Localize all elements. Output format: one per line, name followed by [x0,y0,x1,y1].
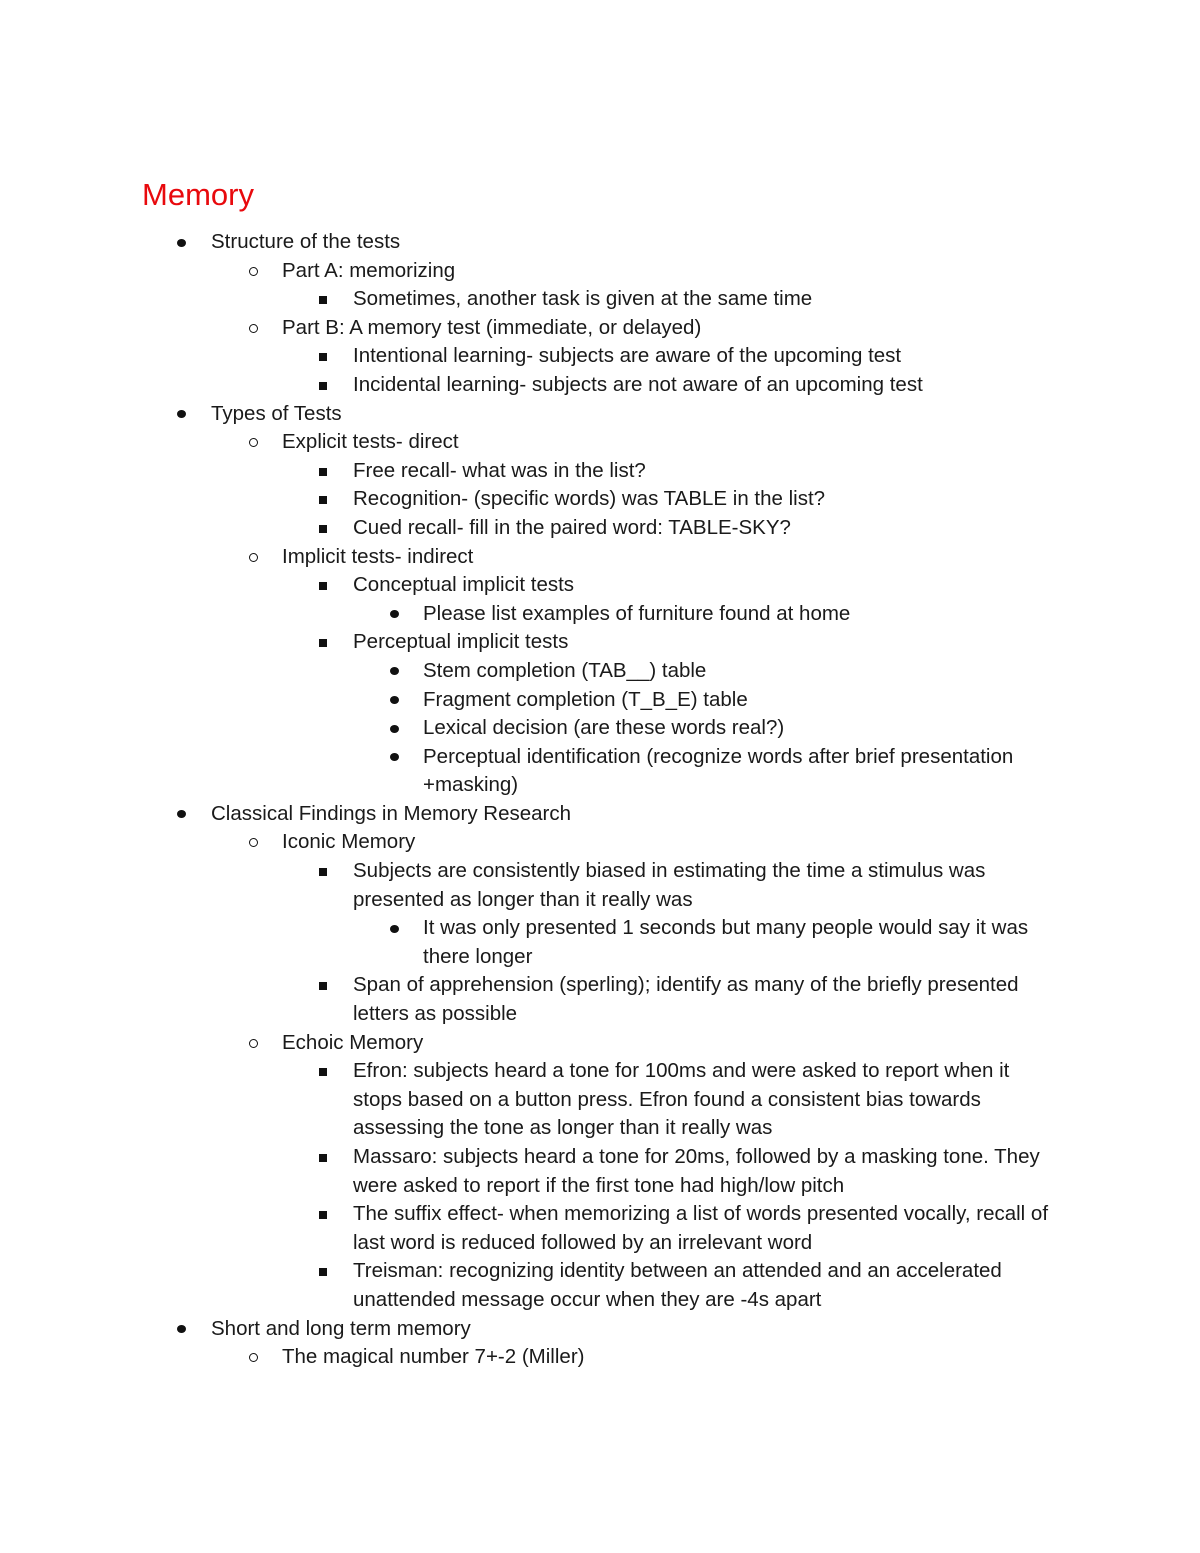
list-item-text: Intentional learning- subjects are aware of the upcoming test [353,344,902,368]
list-item-text: Echoic Memory [282,1030,424,1054]
list-item-level-3 [0,857,1200,914]
list-item-level-1 [0,228,1200,257]
hollow-circle-bullet-icon [249,1039,258,1048]
list-item-text: Types of Tests [211,401,342,425]
list-item-text: Perceptual identification (recognize words after brief presentation +masking) [423,744,1014,797]
square-bullet-icon [319,382,327,390]
list-item-level-4 [0,714,1200,743]
list-item-level-4 [0,657,1200,686]
list-item-level-3 [0,457,1200,486]
filled-circle-bullet-icon [177,239,186,247]
list-item-level-3 [0,628,1200,657]
list-item-level-3 [0,371,1200,400]
list-item-level-3 [0,485,1200,514]
filled-circle-bullet-icon [390,725,399,733]
list-item-level-3 [0,571,1200,600]
list-item-text: The suffix effect- when memorizing a list of words presented vocally, recall of last word is reduced followed by an irrelevant word [353,1202,1049,1254]
list-item-text: Treisman: recognizing identity between an attended and an accelerated unattended message occur when they are -4s apart [353,1259,1002,1311]
list-item-text: Subjects are consistently biased in estimating the time a stimulus was presented as longer than it really was [353,859,986,911]
square-bullet-icon [319,1211,327,1219]
list-item-level-4 [0,686,1200,715]
notes-outline [0,228,1200,1372]
list-item-level-1 [0,800,1200,829]
list-item-text: Perceptual implicit tests [353,630,569,654]
list-item-level-3 [0,285,1200,314]
square-bullet-icon [319,1268,327,1276]
square-bullet-icon [319,582,327,590]
list-item-level-2 [0,314,1200,343]
list-item-text: Part A: memorizing [282,258,456,282]
hollow-circle-bullet-icon [249,267,258,276]
filled-circle-bullet-icon [390,667,399,675]
filled-circle-bullet-icon [390,610,399,618]
list-item-level-2 [0,257,1200,286]
filled-circle-bullet-icon [390,925,399,933]
list-item-level-3 [0,971,1200,1028]
square-bullet-icon [319,525,327,533]
square-bullet-icon [319,639,327,647]
list-item-level-3 [0,1257,1200,1314]
list-item-level-3 [0,342,1200,371]
list-item-level-2 [0,543,1200,572]
list-item-text: Recognition- (specific words) was TABLE in the list? [353,487,826,511]
list-item-text: Fragment completion (T_B_E) table [423,687,748,711]
filled-circle-bullet-icon [177,810,186,818]
list-item-level-1 [0,1315,1200,1344]
list-item-text: It was only presented 1 seconds but many people would say it was there longer [423,916,1029,968]
hollow-circle-bullet-icon [249,553,258,562]
hollow-circle-bullet-icon [249,324,258,333]
list-item-level-2 [0,1029,1200,1058]
list-item-level-3 [0,514,1200,543]
square-bullet-icon [319,353,327,361]
list-item-level-3 [0,1200,1200,1257]
list-item-text: Structure of the tests [211,230,401,253]
list-item-level-4 [0,743,1200,800]
list-item-text: Lexical decision (are these words real?) [423,716,785,740]
list-item-text: Incidental learning- subjects are not aware of an upcoming test [353,372,923,396]
list-item-text: Short and long term memory [211,1316,471,1340]
filled-circle-bullet-icon [177,410,186,418]
list-item-level-4 [0,600,1200,629]
hollow-circle-bullet-icon [249,838,258,847]
square-bullet-icon [319,982,327,990]
list-item-level-2 [0,1343,1200,1372]
square-bullet-icon [319,296,327,304]
square-bullet-icon [319,868,327,876]
list-item-text: Conceptual implicit tests [353,573,575,597]
list-item-level-2 [0,828,1200,857]
hollow-circle-bullet-icon [249,1353,258,1362]
square-bullet-icon [319,1068,327,1076]
list-item-text: Massaro: subjects heard a tone for 20ms, followed by a masking tone. They were asked to report if the first tone had high/low pitch [353,1145,1040,1197]
list-item-level-2 [0,428,1200,457]
filled-circle-bullet-icon [177,1325,186,1333]
square-bullet-icon [319,1154,327,1162]
list-item-text: Part B: A memory test (immediate, or delayed) [282,315,702,339]
list-item-text: Classical Findings in Memory Research [211,801,572,825]
list-item-level-3 [0,1057,1200,1143]
list-item-text: Span of apprehension (sperling); identify as many of the briefly presented letters as possible [353,973,1019,1026]
square-bullet-icon [319,468,327,476]
list-item-text: Stem completion (TAB__) table [423,658,707,682]
list-item-level-1 [0,400,1200,429]
list-item-text: Iconic Memory [282,830,416,854]
filled-circle-bullet-icon [390,696,399,704]
list-item-text: Efron: subjects heard a tone for 100ms and were asked to report when it stops based on a button press. Efron found a consistent bias towards assessing the tone as longer than it really was [353,1059,1010,1140]
hollow-circle-bullet-icon [249,438,258,447]
list-item-text: Explicit tests- direct [282,430,459,454]
list-item-text: Free recall- what was in the list? [353,458,646,482]
page-title: Memory [142,177,254,212]
list-item-text: Implicit tests- indirect [282,544,474,568]
list-item-text: The magical number 7+-2 (Miller) [282,1345,585,1369]
list-item-text: Please list examples of furniture found at home [423,601,851,625]
list-item-text: Sometimes, another task is given at the same time [353,287,813,311]
list-item-level-4 [0,914,1200,971]
list-item-text: Cued recall- fill in the paired word: TABLE-SKY? [353,515,791,539]
filled-circle-bullet-icon [390,753,399,761]
square-bullet-icon [319,496,327,504]
list-item-level-3 [0,1143,1200,1200]
